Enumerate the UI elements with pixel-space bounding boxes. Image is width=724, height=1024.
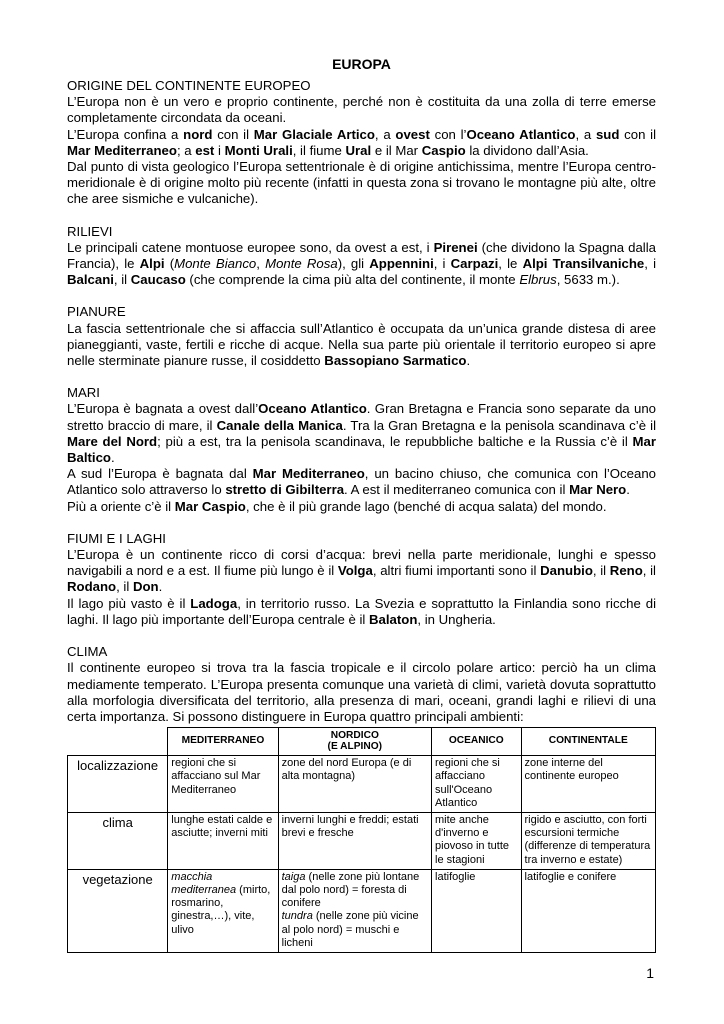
bold-term: ovest	[395, 126, 430, 142]
text-run: , un bacino chiuso, che comunica con l’Oceano Atlantico solo attraverso lo	[67, 466, 656, 498]
text-run: L’Europa confina a	[67, 126, 184, 142]
paragraph	[67, 499, 656, 515]
italic-term: tundra	[281, 910, 313, 923]
text-run: A sud l’Europa è bagnata dal	[67, 466, 253, 482]
section	[67, 531, 656, 628]
bold-term: Mare del Nord	[67, 433, 158, 449]
bold-term: Alpi Transilvaniche	[522, 256, 645, 272]
bold-term: sud	[595, 126, 620, 142]
table-cell	[278, 869, 431, 952]
text-run: rigido e asciutto, con forti escursioni termiche (differenze di temperatura tra inverno e estate)	[524, 813, 651, 866]
text-run: zone del nord Europa (e di alta montagna)	[281, 757, 412, 783]
text-run: . Gran Bretagna e Francia sono separate da uno stretto braccio di mare, il	[67, 401, 656, 433]
row-label: localizzazione	[68, 756, 168, 813]
bold-term: Reno	[609, 563, 643, 579]
paragraph	[67, 547, 656, 596]
bold-term: Mar Mediterraneo	[67, 142, 177, 158]
text-run: (mirto, rosmarino, ginestra,…), vite, ulivo	[171, 883, 271, 936]
text-run: . Tra la Gran Bretagna e la penisola scandinava c’è il	[342, 417, 657, 433]
text-run: , i	[433, 256, 451, 272]
text-run: L’Europa è bagnata a ovest dall’	[67, 401, 259, 417]
bold-term: Balaton	[369, 611, 418, 627]
table-cell	[432, 756, 522, 813]
text-run: , che è il più grande lago (benché di acqua salata) del mondo.	[245, 498, 607, 514]
italic-term: macchia mediterranea	[171, 870, 237, 896]
text-run: L’Europa non è un vero e proprio continente, perché non è costituita da una zolla di terre emerse completamente circondata da oceani.	[67, 94, 656, 126]
section	[67, 304, 656, 369]
bold-term: Carpazi	[450, 256, 499, 272]
text-run: , il	[116, 579, 133, 595]
bold-term: nord	[183, 126, 213, 142]
table-cell	[168, 756, 278, 813]
text-run: (	[164, 256, 175, 272]
text-run: la dividono dall’Asia.	[465, 142, 589, 158]
text-run: , a	[575, 126, 596, 142]
section	[67, 224, 656, 289]
text-run: La fascia settentrionale che si affaccia sull’Atlantico è occupata da un’unica grande distesa di aree pianeggianti, vaste, fertili e ricche di acque. Nella sua parte più orientale il territorio europeo si apre nelle sterminate pianure russe, il cosiddetto	[67, 320, 656, 369]
paragraph	[67, 596, 656, 628]
document-title: EUROPA	[332, 56, 391, 72]
text-run: con il	[212, 126, 254, 142]
italic-term: taiga	[281, 870, 306, 883]
table-cell	[521, 812, 655, 869]
text-run: (che dividono la Spagna dalla Francia), le	[67, 239, 656, 272]
table-row	[68, 869, 656, 952]
bold-term: Mar Baltico	[67, 433, 656, 466]
text-run: mite anche d'inverno e piovoso in tutte le stagioni	[435, 813, 510, 866]
bold-term: Caucaso	[130, 272, 186, 288]
paragraph	[67, 401, 656, 466]
text-run: (nelle zone più vicine al polo nord) = muschi e licheni	[281, 910, 419, 949]
italic-term: Elbrus	[519, 272, 557, 288]
text-run: . A est il mediterraneo comunica con il	[344, 482, 570, 498]
text-run: .	[626, 482, 630, 498]
bold-term: Volga	[337, 563, 373, 579]
text-run: i	[214, 142, 225, 158]
bold-term: est	[195, 142, 215, 158]
paragraph	[67, 94, 656, 126]
page-number: 1	[646, 965, 654, 981]
text-run: latifoglie	[435, 870, 476, 883]
bold-term: Mar Mediterraneo	[252, 466, 365, 482]
bold-term: Rodano	[67, 579, 117, 595]
table-header-row	[68, 728, 656, 756]
paragraph	[67, 127, 656, 159]
text-run: , i	[644, 256, 657, 272]
bold-term: Ural	[345, 142, 372, 158]
text-run: con il	[619, 126, 657, 142]
text-run: , 5633 m.).	[556, 272, 620, 288]
bold-term: Ladoga	[190, 595, 238, 611]
text-run: lunghe estati calde e asciutte; inverni miti	[171, 813, 273, 840]
text-run: Il lago più vasto è il	[67, 595, 191, 611]
bold-term: Balcani	[67, 272, 114, 288]
table-row	[68, 756, 656, 813]
bold-term: Mar Nero	[569, 482, 627, 498]
italic-term: Monte Bianco	[174, 256, 257, 272]
paragraph	[67, 240, 656, 289]
climate-table	[67, 727, 656, 953]
section-heading: RILIEVI	[67, 223, 113, 239]
text-run: , il	[113, 272, 131, 288]
column-header: MEDITERRANEO	[168, 728, 278, 756]
section-heading: ORIGINE DEL CONTINENTE EUROPEO	[67, 78, 311, 93]
text-run: zone interne del continente europeo	[524, 757, 619, 783]
table-cell	[168, 869, 278, 952]
paragraph	[67, 660, 656, 725]
text-run: , altri fiumi importanti sono il	[372, 563, 541, 579]
text-run: ), gli	[337, 256, 370, 272]
text-run: L’Europa è un continente ricco di corsi d’acqua: brevi nella parte meridionale, lunghi e spesso navigabili a nord e a est. Il fiume più lungo è il	[67, 547, 656, 579]
table-cell	[278, 812, 431, 869]
paragraph	[67, 466, 656, 498]
text-run: (nelle zone più lontane dal polo nord) = foresta di conifere	[281, 870, 420, 910]
text-run: (che comprende la cima più alta del continente, il monte	[185, 272, 520, 288]
table-cell	[521, 756, 655, 813]
bold-term: Canale della Manica	[216, 417, 343, 433]
text-run: , in territorio russo. La Svezia e soprattutto la Finlandia sono ricche di laghi. Il lago più importante dell’Europa centrale è il	[67, 595, 657, 627]
text-run: latifoglie e conifere	[524, 870, 617, 883]
text-run: inverni lunghi e freddi; estati brevi e fresche	[281, 813, 419, 840]
text-run: , a	[374, 126, 396, 142]
section	[67, 644, 656, 725]
bold-term: Alpi	[139, 256, 165, 272]
text-run: regioni che si affacciano sul Mar Mediterraneo	[171, 757, 261, 796]
bold-term: Bassopiano Sarmatico	[324, 353, 467, 369]
table-cell	[521, 869, 655, 952]
section-heading: CLIMA	[67, 644, 108, 660]
table-body	[68, 756, 656, 953]
row-label: clima	[68, 812, 168, 869]
bold-term: Caspio	[421, 142, 466, 158]
table-cell	[432, 812, 522, 869]
bold-term: Don	[132, 579, 159, 595]
italic-term: Monte Rosa	[265, 256, 338, 272]
table-cell	[432, 869, 522, 952]
table-cell	[278, 756, 431, 813]
section	[67, 385, 656, 515]
text-run: ; più a est, tra la penisola scandinava, le repubbliche baltiche e la Russia c’è il	[157, 433, 633, 449]
section-heading: PIANURE	[67, 304, 126, 320]
bold-term: Mar Glaciale Artico	[253, 126, 375, 142]
text-run: Dal punto di vista geologico l’Europa settentrionale è di origine antichissima, mentre l’Europa centro-meridionale è di origine molto più recente (infatti in questa zona si trovano le montagne più alte, oltre che aree sismiche e vulcaniche).	[67, 159, 656, 207]
text-run: Più a oriente c’è il	[67, 498, 175, 514]
section-heading: MARI	[67, 385, 100, 401]
row-label: vegetazione	[68, 869, 168, 952]
bold-term: Mar Caspio	[174, 498, 246, 514]
section-heading: FIUMI E I LAGHI	[67, 530, 166, 546]
text-run: , il	[642, 563, 656, 579]
table-corner-cell	[68, 728, 168, 756]
table-cell	[168, 812, 278, 869]
text-run: con l’	[429, 126, 467, 142]
text-run: , il	[592, 563, 610, 579]
column-header: NORDICO (E ALPINO)	[278, 728, 431, 756]
bold-term: Monti Urali	[224, 142, 293, 158]
text-run: Le principali catene montuose europee sono, da ovest a est, i	[67, 239, 434, 255]
text-run: .	[466, 353, 471, 369]
table-row	[68, 812, 656, 869]
text-run: Il continente europeo si trova tra la fascia tropicale e il circolo polare artico: perciò ha un clima mediamente temperato. L’Europa presenta comunque una varietà di climi, varietà dovuta soprattutto alla morfologia diversificata del territorio, alla presenza di mari, oceani, grandi laghi e rilievi di una certa importanza. Si possono distinguere in Europa quattro principali ambienti:	[67, 660, 656, 724]
text-run: , il fiume	[292, 142, 346, 158]
section	[67, 78, 656, 208]
document-page	[67, 56, 656, 953]
bold-term: Pirenei	[433, 239, 478, 255]
text-run: , in Ungheria.	[417, 611, 496, 627]
bold-term: Danubio	[540, 563, 593, 579]
column-header: OCEANICO	[432, 728, 522, 756]
text-run: e il Mar	[371, 142, 422, 158]
text-run: ; a	[176, 142, 196, 158]
bold-term: Oceano Atlantico	[258, 401, 367, 417]
column-header: CONTINENTALE	[521, 728, 655, 756]
bold-term: Appennini	[369, 256, 434, 272]
paragraph	[67, 159, 656, 208]
text-run: .	[158, 579, 163, 595]
text-run: , le	[498, 256, 523, 272]
bold-term: stretto di Gibilterra	[225, 482, 345, 498]
paragraph	[67, 321, 656, 370]
text-run: .	[110, 450, 115, 466]
text-run: ,	[256, 256, 266, 272]
bold-term: Oceano Atlantico	[466, 126, 576, 142]
document-body	[67, 78, 656, 725]
text-run: regioni che si affacciano sull'Oceano Atlantico	[435, 757, 500, 809]
